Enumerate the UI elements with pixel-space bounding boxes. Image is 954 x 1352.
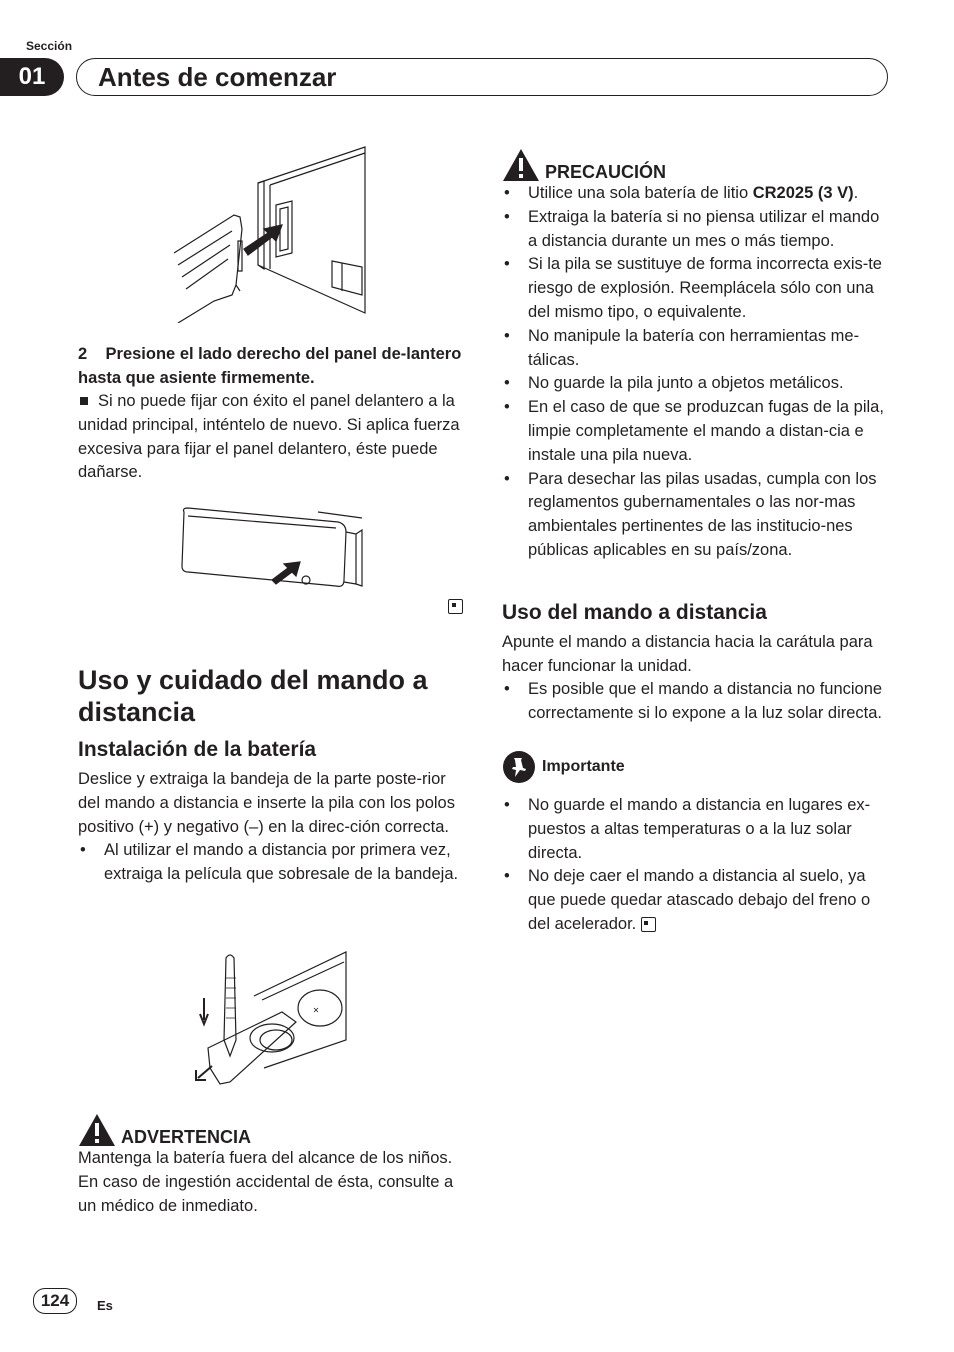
front-panel-attach-illustration	[172, 145, 368, 323]
remote-usage-bullet: • Es posible que el mando a distancia no funcione correctamente si lo expone a la luz solar directa.	[502, 678, 892, 726]
important-item: • No guarde el mando a distancia en lugares ex-puestos a altas temperaturas o a la luz solar directa.	[502, 794, 892, 865]
front-panel-push-illustration	[178, 500, 364, 590]
warning-header	[78, 1113, 466, 1147]
section-label: Sección	[26, 39, 73, 53]
step-note-text: Si no puede fijar con éxito el panel delantero a la unidad principal, inténtelo de nuevo. Si aplica fuerza excesiva para fijar el panel delantero, éste puede dañarse.	[78, 392, 460, 482]
remote-usage-heading: Uso del mando a distancia	[502, 600, 767, 624]
right-column	[502, 148, 892, 937]
important-item-text: No deje caer el mando a distancia al suelo, ya que puede quedar atascado debajo del freno o del acelerador.	[528, 867, 871, 933]
caution-item: • Para desechar las pilas usadas, cumpla con los reglamentos gubernamentales o las nor-mas ambientales pertinentes de las institucio-nes públicas aplicables en su país/zona.	[502, 468, 892, 563]
caution-header	[502, 148, 892, 182]
remote-usage-bullets	[502, 678, 892, 726]
step-2	[78, 342, 466, 390]
note-square-icon	[80, 397, 88, 405]
warning-triangle-icon	[78, 1113, 116, 1147]
caution-item-suffix: .	[853, 184, 859, 202]
caution-item: • No guarde la pila junto a objetos metálicos.	[502, 372, 892, 396]
battery-tray-illustration	[190, 948, 352, 1086]
caution-triangle-icon	[502, 148, 540, 182]
battery-bullet: • Al utilizar el mando a distancia por primera vez, extraiga la película que sobresale de la bandeja.	[78, 839, 466, 887]
important-title: Importante	[542, 758, 625, 776]
important-header	[502, 750, 892, 784]
caution-item: • Si la pila se sustituye de forma incorrecta exis-te riesgo de explosión. Reemplácela sólo con una del mismo tipo, o equivalente.	[502, 253, 892, 324]
caution-list	[502, 182, 892, 563]
remote-care-section	[78, 664, 466, 887]
important-list	[502, 794, 892, 937]
caution-item: • No manipule la batería con herramientas me-tálicas.	[502, 325, 892, 373]
caution-item: • Extraiga la batería si no piensa utilizar el mando a distancia durante un mes o más tiempo.	[502, 206, 892, 254]
page-number: 124	[33, 1288, 77, 1314]
main-heading: Uso y cuidado del mando a distancia	[78, 665, 428, 727]
battery-heading: Instalación de la batería	[78, 738, 317, 761]
end-square-icon	[641, 917, 656, 932]
step-number: 2	[78, 345, 88, 363]
language-code: Es	[97, 1298, 113, 1313]
caution-item-battery-type	[502, 182, 892, 206]
battery-model: CR2025 (3 V)	[752, 184, 854, 202]
caution-item-prefix: Utilice una sola batería de litio	[528, 184, 753, 202]
caution-title: PRECAUCIÓN	[545, 162, 667, 182]
warning-text: Mantenga la batería fuera del alcance de los niños. En caso de ingestión accidental de ésta, consulte a un médico de inmediato.	[78, 1149, 454, 1215]
warning-title: ADVERTENCIA	[121, 1127, 252, 1147]
end-mark-1	[448, 598, 463, 616]
pushpin-icon	[502, 750, 536, 784]
caution-item: • En el caso de que se produzcan fugas de la pila, limpie completamente el mando a distan-cia e instale una pila nueva.	[502, 396, 892, 467]
left-column	[78, 342, 466, 485]
step-text: Presione el lado derecho del panel de-lantero hasta que asiente firmemente.	[78, 345, 462, 387]
section-number: 01	[0, 58, 64, 96]
important-item-last	[502, 865, 892, 936]
section-title: Antes de comenzar	[98, 62, 337, 92]
battery-bullets	[78, 839, 466, 887]
step-note	[78, 390, 466, 485]
remote-usage-text: Apunte el mando a distancia hacia la carátula para hacer funcionar la unidad.	[502, 632, 873, 675]
battery-text: Deslice y extraiga la bandeja de la parte poste-rior del mando a distancia e inserte la pila con los polos positivo (+) y negativo (–) en la direc-ción correcta.	[78, 770, 455, 836]
warning-block	[78, 1113, 466, 1218]
end-square-icon	[448, 599, 463, 614]
